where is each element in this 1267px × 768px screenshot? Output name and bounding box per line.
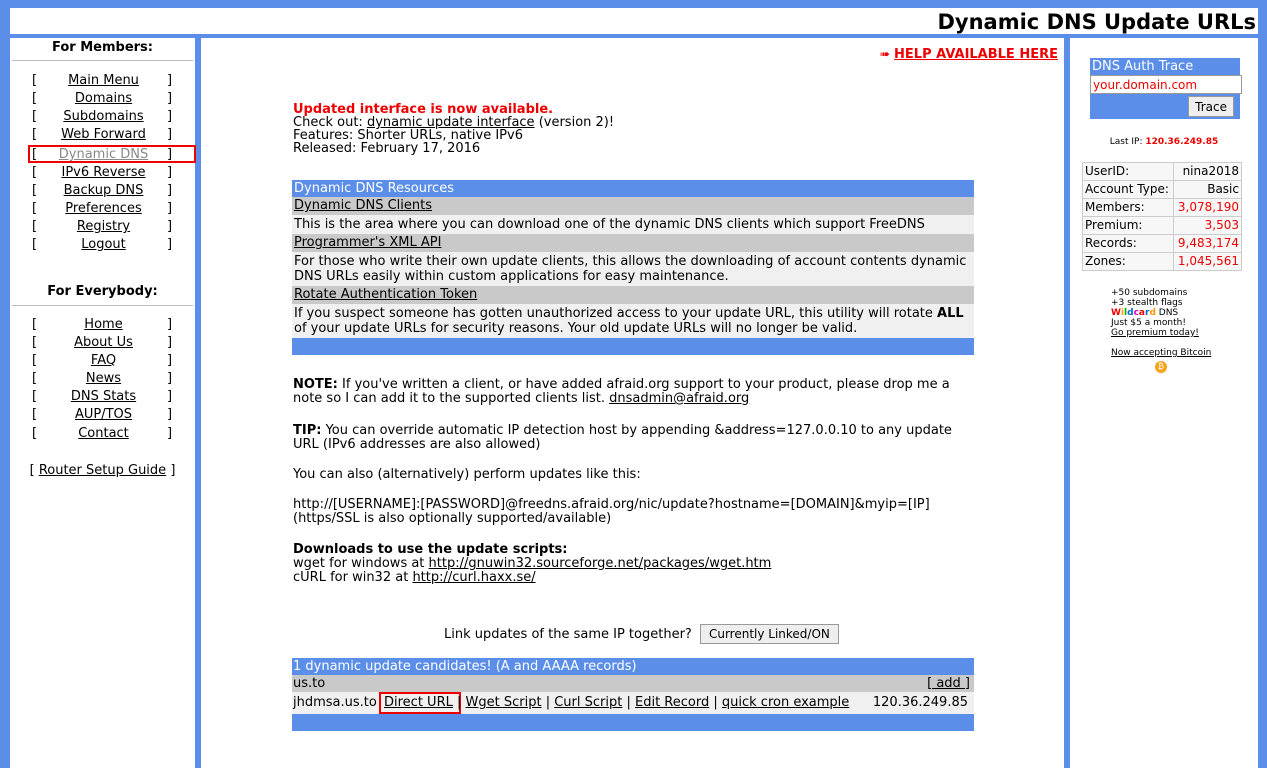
nav-link-dns-stats[interactable]: DNS Stats (70, 389, 137, 404)
router-setup-guide-link[interactable]: Router Setup Guide (38, 463, 167, 478)
table-row: Zones: 1,045,561 (1083, 253, 1242, 271)
go-premium-link[interactable]: Go premium today! (1111, 328, 1199, 338)
everybody-divider (12, 305, 193, 306)
nav-link-main-menu[interactable]: Main Menu (68, 73, 139, 88)
trace-title: DNS Auth Trace (1090, 58, 1240, 75)
right-sidebar (1070, 38, 1258, 768)
trace-button[interactable]: Trace (1188, 96, 1234, 117)
tip-paragraph: TIP: You can override automatic IP detection host by appending &address=127.0.0.10 to any update URL (IPv6 addresses are also allowed) (293, 423, 952, 452)
sidebar-item-contact[interactable]: [ Contact ] (32, 426, 173, 441)
clients-row[interactable] (292, 197, 974, 215)
nav-link-aup-tos[interactable]: AUP/TOS (74, 407, 133, 422)
alt-text: You can also (alternatively) perform updates like this: (293, 467, 641, 482)
nav-link-contact[interactable]: Contact (78, 426, 129, 441)
sidebar-item-home[interactable]: [ Home ] (32, 317, 173, 332)
sidebar-item-dns-stats[interactable]: [ DNS Stats ] (32, 389, 173, 404)
wildcard-label: Wildcard (1111, 308, 1156, 318)
nav-link-subdomains[interactable]: Subdomains (63, 109, 144, 124)
xml-api-link[interactable]: Programmer's XML API (294, 235, 442, 250)
alt-url: http://[USERNAME]:[PASSWORD]@freedns.afraid.org/nic/update?hostname=[DOMAIN]&myip=[IP] (293, 497, 930, 512)
dynamic-update-interface-link[interactable]: dynamic update interface (366, 115, 535, 130)
main-content (201, 38, 1064, 768)
cron-example-link[interactable]: quick cron example (721, 695, 850, 710)
dnsadmin-email-link[interactable]: dnsadmin@afraid.org (609, 391, 750, 406)
dynamic-dns-clients-link[interactable]: Dynamic DNS Clients (294, 198, 432, 213)
sidebar-item-web-forward[interactable]: [ Web Forward ] (32, 127, 173, 142)
clients-desc: This is the area where you can download one of the dynamic DNS clients which support FreeDNS (292, 215, 974, 234)
nav-link-preferences[interactable]: Preferences (65, 201, 142, 216)
last-ip: Last IP: 120.36.249.85 (1109, 137, 1219, 147)
arrow-right-icon: ➠ (879, 47, 891, 61)
resources-table (292, 180, 974, 355)
help-available-link[interactable]: HELP AVAILABLE HERE (894, 47, 1058, 62)
nav-link-home[interactable]: Home (84, 317, 123, 332)
sidebar-item-ipv6-reverse[interactable]: [ IPv6 Reverse ] (32, 165, 173, 180)
help-link-container[interactable] (880, 47, 1058, 62)
account-stats-table (1082, 162, 1242, 271)
downloads-block: Downloads to use the update scripts: wget for windows at http://gnuwin32.sourceforge.net/packages/wget.htm cURL for win32 at http://curl.haxx.se/ (293, 542, 772, 585)
candidates-footer (292, 714, 974, 731)
left-sidebar (10, 38, 195, 768)
sidebar-item-backup-dns[interactable]: [ Backup DNS ] (32, 183, 173, 198)
table-row: UserID: nina2018 (1083, 163, 1242, 181)
direct-url-link[interactable]: Direct URL (384, 695, 453, 710)
nav-link-about-us[interactable]: About Us (74, 335, 133, 350)
everybody-section-title: For Everybody: (47, 284, 158, 299)
nav-link-web-forward[interactable]: Web Forward (61, 127, 146, 142)
wget-download-link[interactable]: http://gnuwin32.sourceforge.net/packages/wget.htm (428, 556, 772, 571)
zone-name: us.to (293, 676, 326, 691)
table-row: Records: 9,483,174 (1083, 235, 1242, 253)
table-row (292, 692, 974, 714)
link-updates-label: Link updates of the same IP together? (444, 627, 692, 642)
table-row: Account Type: Basic (1083, 181, 1242, 199)
page-header (10, 8, 1258, 34)
members-divider (12, 60, 193, 61)
sidebar-item-aup-tos[interactable]: [ AUP/TOS ] (32, 407, 173, 422)
api-row[interactable] (292, 234, 974, 252)
zone-row (292, 675, 974, 692)
page-title: Dynamic DNS Update URLs (937, 10, 1256, 34)
trace-domain-input[interactable] (1090, 75, 1242, 94)
alt-note: (https/SSL is also optionally supported/available) (293, 511, 612, 526)
record-actions: Direct URL | Wget Script | Curl Script | Edit Record | quick cron example (384, 695, 850, 710)
nav-link-domains[interactable]: Domains (74, 91, 133, 106)
nav-link-faq[interactable]: FAQ (90, 353, 117, 368)
link-updates-row (444, 624, 839, 644)
nav-link-backup-dns[interactable]: Backup DNS (63, 183, 144, 198)
downloads-title: Downloads to use the update scripts: (293, 542, 568, 557)
sidebar-item-news[interactable]: [ News ] (32, 371, 173, 386)
sidebar-item-subdomains[interactable]: [ Subdomains ] (32, 109, 173, 124)
resources-footer (292, 338, 974, 355)
update-notice: Updated interface is now available. Check out: dynamic update interface (version 2)! Features: Shorter URLs, native IPv6 Released: February 17, 2016 (293, 102, 615, 156)
candidates-table (292, 658, 974, 731)
premium-promo: +50 subdomains +3 stealth flags Wildcard DNS Just $5 a month! Go premium today! Now accepting Bitcoin ₿ (1111, 288, 1212, 371)
nav-link-news[interactable]: News (85, 371, 122, 386)
nav-link-registry[interactable]: Registry (76, 219, 131, 234)
sidebar-item-registry[interactable]: [ Registry ] (32, 219, 173, 234)
members-section-title: For Members: (52, 40, 153, 55)
notice-released: Released: February 17, 2016 (293, 141, 481, 156)
nav-link-dynamic-dns[interactable]: Dynamic DNS (58, 147, 149, 162)
rotate-desc: If you suspect someone has gotten unauthorized access to your update URL, this utility will rotate ALL of your update URLs for security reasons. Your old update URLs will no longer be valid. (292, 304, 974, 338)
link-updates-button[interactable]: Currently Linked/ON (700, 624, 839, 644)
resources-header: Dynamic DNS Resources (292, 180, 974, 197)
curl-script-link[interactable]: Curl Script (554, 695, 623, 710)
notice-headline: Updated interface is now available. (293, 102, 554, 117)
sidebar-item-dynamic-dns[interactable]: [ Dynamic DNS ] (10, 146, 195, 164)
sidebar-item-logout[interactable]: [ Logout ] (32, 237, 173, 252)
add-record-link[interactable]: [ add ] (927, 676, 970, 691)
sidebar-item-domains[interactable]: [ Domains ] (32, 91, 173, 106)
bitcoin-link[interactable]: Now accepting Bitcoin (1111, 348, 1212, 358)
host-name: jhdmsa.us.to (293, 695, 377, 710)
sidebar-item-main-menu[interactable]: [ Main Menu ] (32, 73, 173, 88)
sidebar-item-preferences[interactable]: [ Preferences ] (32, 201, 173, 216)
note-paragraph: NOTE: If you've written a client, or have added afraid.org support to your product, please drop me a note so I can add it to the supported clients list. dnsadmin@afraid.org (293, 377, 950, 406)
sidebar-item-faq[interactable]: [ FAQ ] (32, 353, 173, 368)
curl-download-link[interactable]: http://curl.haxx.se/ (412, 570, 536, 585)
rotate-row[interactable] (292, 286, 974, 304)
edit-record-link[interactable]: Edit Record (635, 695, 710, 710)
api-desc: For those who write their own update clients, this allows the downloading of account contents dynamic DNS URLs easily within custom applications for easy maintenance. (292, 252, 974, 286)
alt-url-block (293, 498, 930, 526)
wget-script-link[interactable]: Wget Script (465, 695, 542, 710)
notice-features: Features: Shorter URLs, native IPv6 (293, 128, 523, 143)
table-row: Premium: 3,503 (1083, 217, 1242, 235)
table-row: Members: 3,078,190 (1083, 199, 1242, 217)
nav-link-ipv6-reverse[interactable]: IPv6 Reverse (61, 165, 146, 180)
dns-auth-trace (1090, 58, 1240, 119)
rotate-token-link[interactable]: Rotate Authentication Token (294, 287, 478, 302)
candidates-header: 1 dynamic update candidates! (A and AAAA records) (292, 658, 974, 675)
nav-link-logout[interactable]: Logout (81, 237, 126, 252)
sidebar-item-about-us[interactable]: [ About Us ] (32, 335, 173, 350)
bitcoin-icon: ₿ (1155, 361, 1167, 373)
router-guide-row[interactable]: [ Router Setup Guide ] (29, 463, 176, 478)
record-ip: 120.36.249.85 (872, 695, 968, 710)
